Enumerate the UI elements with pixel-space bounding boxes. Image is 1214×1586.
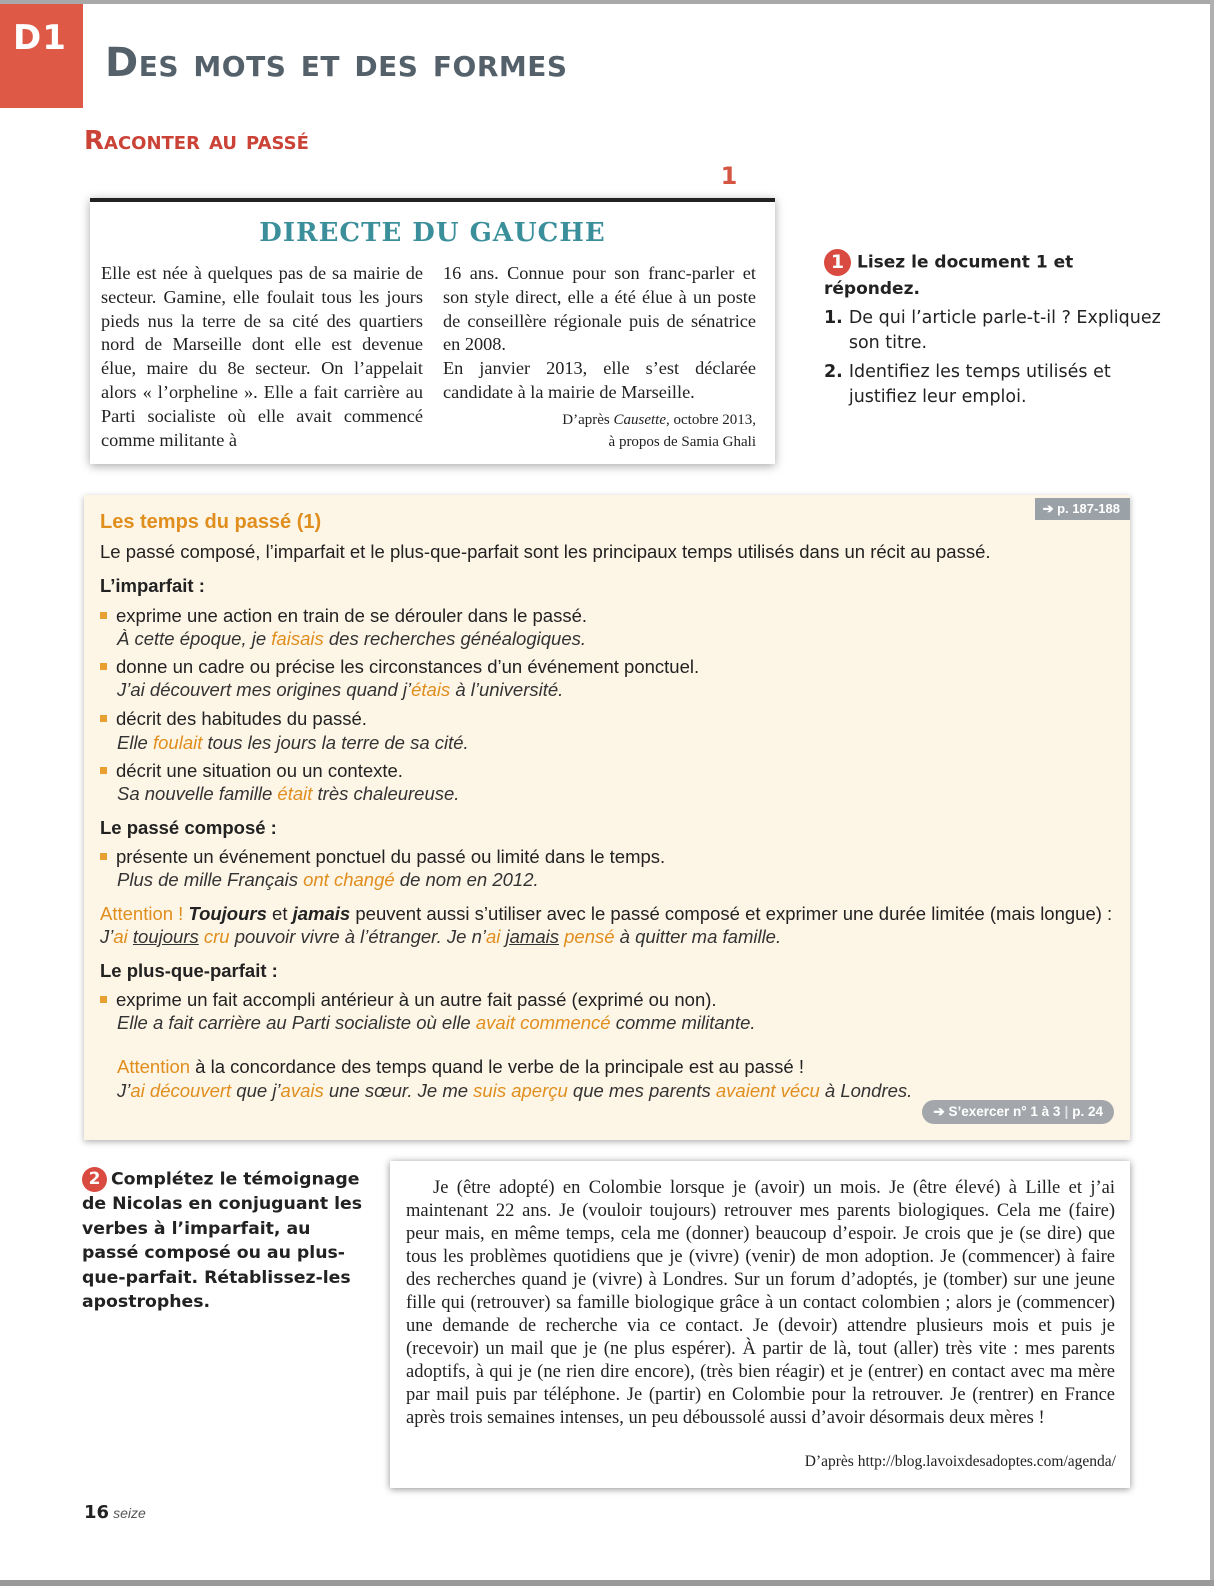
grammar-box [84, 495, 1130, 1140]
exercise-link-page: p. 24 [1072, 1104, 1103, 1119]
example-adverb: toujours [132, 926, 199, 947]
grammar-title: Les temps du passé (1) [100, 511, 322, 533]
rule-text: décrit des habitudes du passé. [116, 708, 367, 729]
exercise-link-label: ➔ S’exercer n° 1 à 3 [933, 1104, 1061, 1119]
example-verb: faisais [271, 628, 324, 649]
example-text: J’ [117, 1080, 131, 1101]
rule-example [100, 732, 469, 754]
question-number-badge: 2 [82, 1167, 107, 1192]
source-publication: Causette [613, 411, 667, 428]
page-right-border [1210, 0, 1214, 1586]
document-paragraph: 16 ans. Connue pour son franc-parler et son style direct, elle a été élue à un poste de conseillère régionale puis de sénatrice en 2008. [443, 263, 756, 355]
keyword: jamais [292, 903, 351, 924]
unit-tab [0, 4, 83, 108]
rule-item [100, 708, 367, 730]
source-subject: à propos de Samia Ghali [608, 433, 756, 450]
exercise-text-card [390, 1161, 1130, 1488]
page-bottom-border [0, 1580, 1214, 1586]
example-verb: ai [485, 926, 501, 947]
document-column-left: Elle est née à quelques pas de sa mairie de secteur. Gamine, elle foulait tous les jours pieds nus la terre de sa cité des quartiers nord de Marseille dont elle est devenue élue, maire du 8e secteur. On l’appelait alors « l’orpheline ». Elle a fait carrière au Parti socialiste où elle avait commencé comme militante à [101, 263, 423, 450]
question-item [824, 360, 1164, 410]
example-verb: avait commencé [475, 1012, 611, 1033]
rule-item [100, 760, 403, 782]
example-verb: avaient vécu [715, 1080, 820, 1101]
rule-example [100, 628, 586, 650]
example-text: que mes parents [567, 1080, 716, 1101]
example-text: une sœur. Je me [323, 1080, 474, 1101]
rule-example [100, 679, 563, 701]
rule-text: présente un événement ponctuel du passé ou limité dans le temps. [116, 846, 666, 867]
exercise-text-source: D’après http://blog.lavoixdesadoptes.com/agenda/ [804, 1453, 1116, 1470]
example-text: à quitter ma famille. [614, 926, 782, 947]
example-verb: ai découvert [130, 1080, 232, 1101]
bullet-icon [100, 715, 107, 722]
attention-note-2 [117, 1056, 804, 1078]
question-2-instruction: Complétez le témoignage de Nicolas en conjuguant les verbes à l’imparfait, au passé composé ou au plus-que-parfait. Rétablissez-les apostrophes. [82, 1169, 363, 1313]
grammar-intro: Le passé composé, l’imparfait et le plus-que-parfait sont les principaux temps utilisés dans un récit au passé. [100, 541, 991, 562]
document-headline: DIRECTE DU GAUCHE [259, 218, 606, 248]
rule-example [100, 869, 539, 891]
example-text: très chaleureuse. [312, 783, 460, 804]
page-number [84, 1502, 146, 1523]
attention-example-2 [117, 1080, 912, 1102]
keyword: Toujours [188, 903, 267, 924]
page-title: Des mots et des formes [105, 40, 568, 86]
example-text: J’ai découvert mes origines quand j’ [117, 679, 412, 700]
plus-que-parfait-heading: Le plus-que-parfait : [100, 960, 278, 981]
example-text: Elle [117, 732, 153, 753]
bullet-icon [100, 663, 107, 670]
example-verb: foulait [153, 732, 203, 753]
separator: | [1064, 1104, 1069, 1119]
attention-label: Attention ! [100, 903, 184, 924]
bullet-icon [100, 853, 107, 860]
example-text: Plus de mille Français [117, 869, 304, 890]
example-text: À cette époque, je [117, 628, 272, 649]
bullet-icon [100, 996, 107, 1003]
rule-item [100, 656, 699, 678]
unit-tab-label: D1 [13, 18, 67, 58]
note-text: peuvent aussi s’utiliser avec le passé composé et exprimer une durée limitée (mais longue) : [350, 903, 1113, 924]
note-text: et [266, 903, 293, 924]
question-item [824, 306, 1164, 356]
page-top-border [0, 0, 1214, 4]
example-verb: cru [203, 926, 230, 947]
rule-item [100, 605, 587, 627]
rule-example [100, 783, 459, 805]
document-paragraph: En janvier 2013, elle s’est déclarée candidate à la mairie de Marseille. [443, 358, 756, 402]
page-number-word: seize [113, 1505, 146, 1521]
imparfait-heading: L’imparfait : [100, 575, 205, 596]
example-text: que j’ [231, 1080, 281, 1101]
example-adverb: jamais [505, 926, 559, 947]
example-verb: suis aperçu [473, 1080, 568, 1101]
bullet-icon [100, 612, 107, 619]
bullet-icon [100, 767, 107, 774]
example-text: J’ [100, 926, 114, 947]
question-1-instruction: Lisez le document 1 et répondez. [824, 252, 1074, 299]
question-item-number: 2. [824, 362, 843, 382]
rule-text: exprime un fait accompli antérieur à un autre fait passé (exprimé ou non). [116, 989, 717, 1010]
example-text: à l’université. [450, 679, 564, 700]
rule-item [100, 989, 717, 1011]
document-source [443, 409, 756, 453]
question-1-heading [824, 249, 1164, 302]
document-number: 1 [720, 162, 738, 190]
example-verb: étais [411, 679, 451, 700]
rule-text: donne un cadre ou précise les circonstances d’un événement ponctuel. [116, 656, 700, 677]
document-card [90, 198, 775, 464]
note-text: à la concordance des temps quand le verbe de la principale est au passé ! [190, 1056, 804, 1077]
attention-note-1 [100, 903, 1112, 925]
rule-example [100, 1012, 756, 1034]
example-text: tous les jours la terre de sa cité. [202, 732, 469, 753]
section-title: Raconter au passé [84, 126, 309, 156]
page-number-digits: 16 [84, 1502, 110, 1523]
example-text: des recherches généalogiques. [323, 628, 586, 649]
question-number-badge: 1 [824, 249, 851, 276]
grammar-reference-link[interactable]: ➔ p. 187-188 [1035, 498, 1130, 520]
example-text: pouvoir vivre à l’étranger. Je n’ [229, 926, 486, 947]
question-item-text: De qui l’article parle-t-il ? Expliquez son titre. [848, 308, 1161, 353]
example-text: Elle a fait carrière au Parti socialiste où elle [117, 1012, 476, 1033]
exercise-text-body: Je (être adopté) en Colombie lorsque je (avoir) un mois. Je (être élevé) à Lille et j’ai maintenant 22 ans. Je (vouloir toujours) retrouver mes parents biologiques. Cela me (faire) peur mais, en même temps, cela me (donner) beaucoup d’espoir. Je crois que je (se dire) que tous les problèmes quotidiens que je (vivre) (venir) de mon adoption. Je (commencer) à faire des recherches quand je (vivre) à Londres. Sur un forum d’adoptés, je (tomber) sur une jeune fille qui (retrouver) sa famille biologique grâce à un contact colombien ; alors je (commencer) une demande de recherche via ce contact. Je (devoir) attendre plusieurs mois et puis je (recevoir) un mail que je (ne plus espérer). À partir de là, tout (aller) très vite : mes parents adoptifs, à qui je (ne rien dire encore), (très bien réagir) et je (entrer) en contact avec ma mère par mail puis par téléphone. Je (partir) en Colombie pour la retrouver. Je (rentrer) en France après trois semaines intenses, un peu déboussolé aussi d’avoir désormais deux mères ! [406, 1178, 1115, 1428]
rule-text: exprime une action en train de se dérouler dans le passé. [116, 605, 588, 626]
attention-example-1 [100, 926, 781, 948]
example-text: de nom en 2012. [394, 869, 539, 890]
question-1 [824, 249, 1164, 410]
example-verb: ai [113, 926, 128, 947]
question-item-number: 1. [824, 308, 843, 328]
example-verb: ont changé [303, 869, 395, 890]
question-2 [82, 1167, 372, 1315]
example-verb: avais [280, 1080, 324, 1101]
passe-compose-heading: Le passé composé : [100, 817, 277, 838]
source-prefix: D’après [562, 411, 614, 428]
question-item-text: Identifiez les temps utilisés et justifiez leur emploi. [848, 362, 1111, 407]
rule-text: décrit une situation ou un contexte. [116, 760, 403, 781]
example-verb: était [277, 783, 313, 804]
example-verb: pensé [564, 926, 615, 947]
exercise-link[interactable] [922, 1100, 1114, 1124]
example-text: comme militante. [610, 1012, 756, 1033]
example-text: Sa nouvelle famille [117, 783, 278, 804]
source-date: , octobre 2013, [666, 411, 756, 428]
example-text: à Londres. [819, 1080, 913, 1101]
document-column-right [443, 262, 756, 453]
rule-item [100, 846, 665, 868]
attention-label: Attention [117, 1056, 191, 1077]
